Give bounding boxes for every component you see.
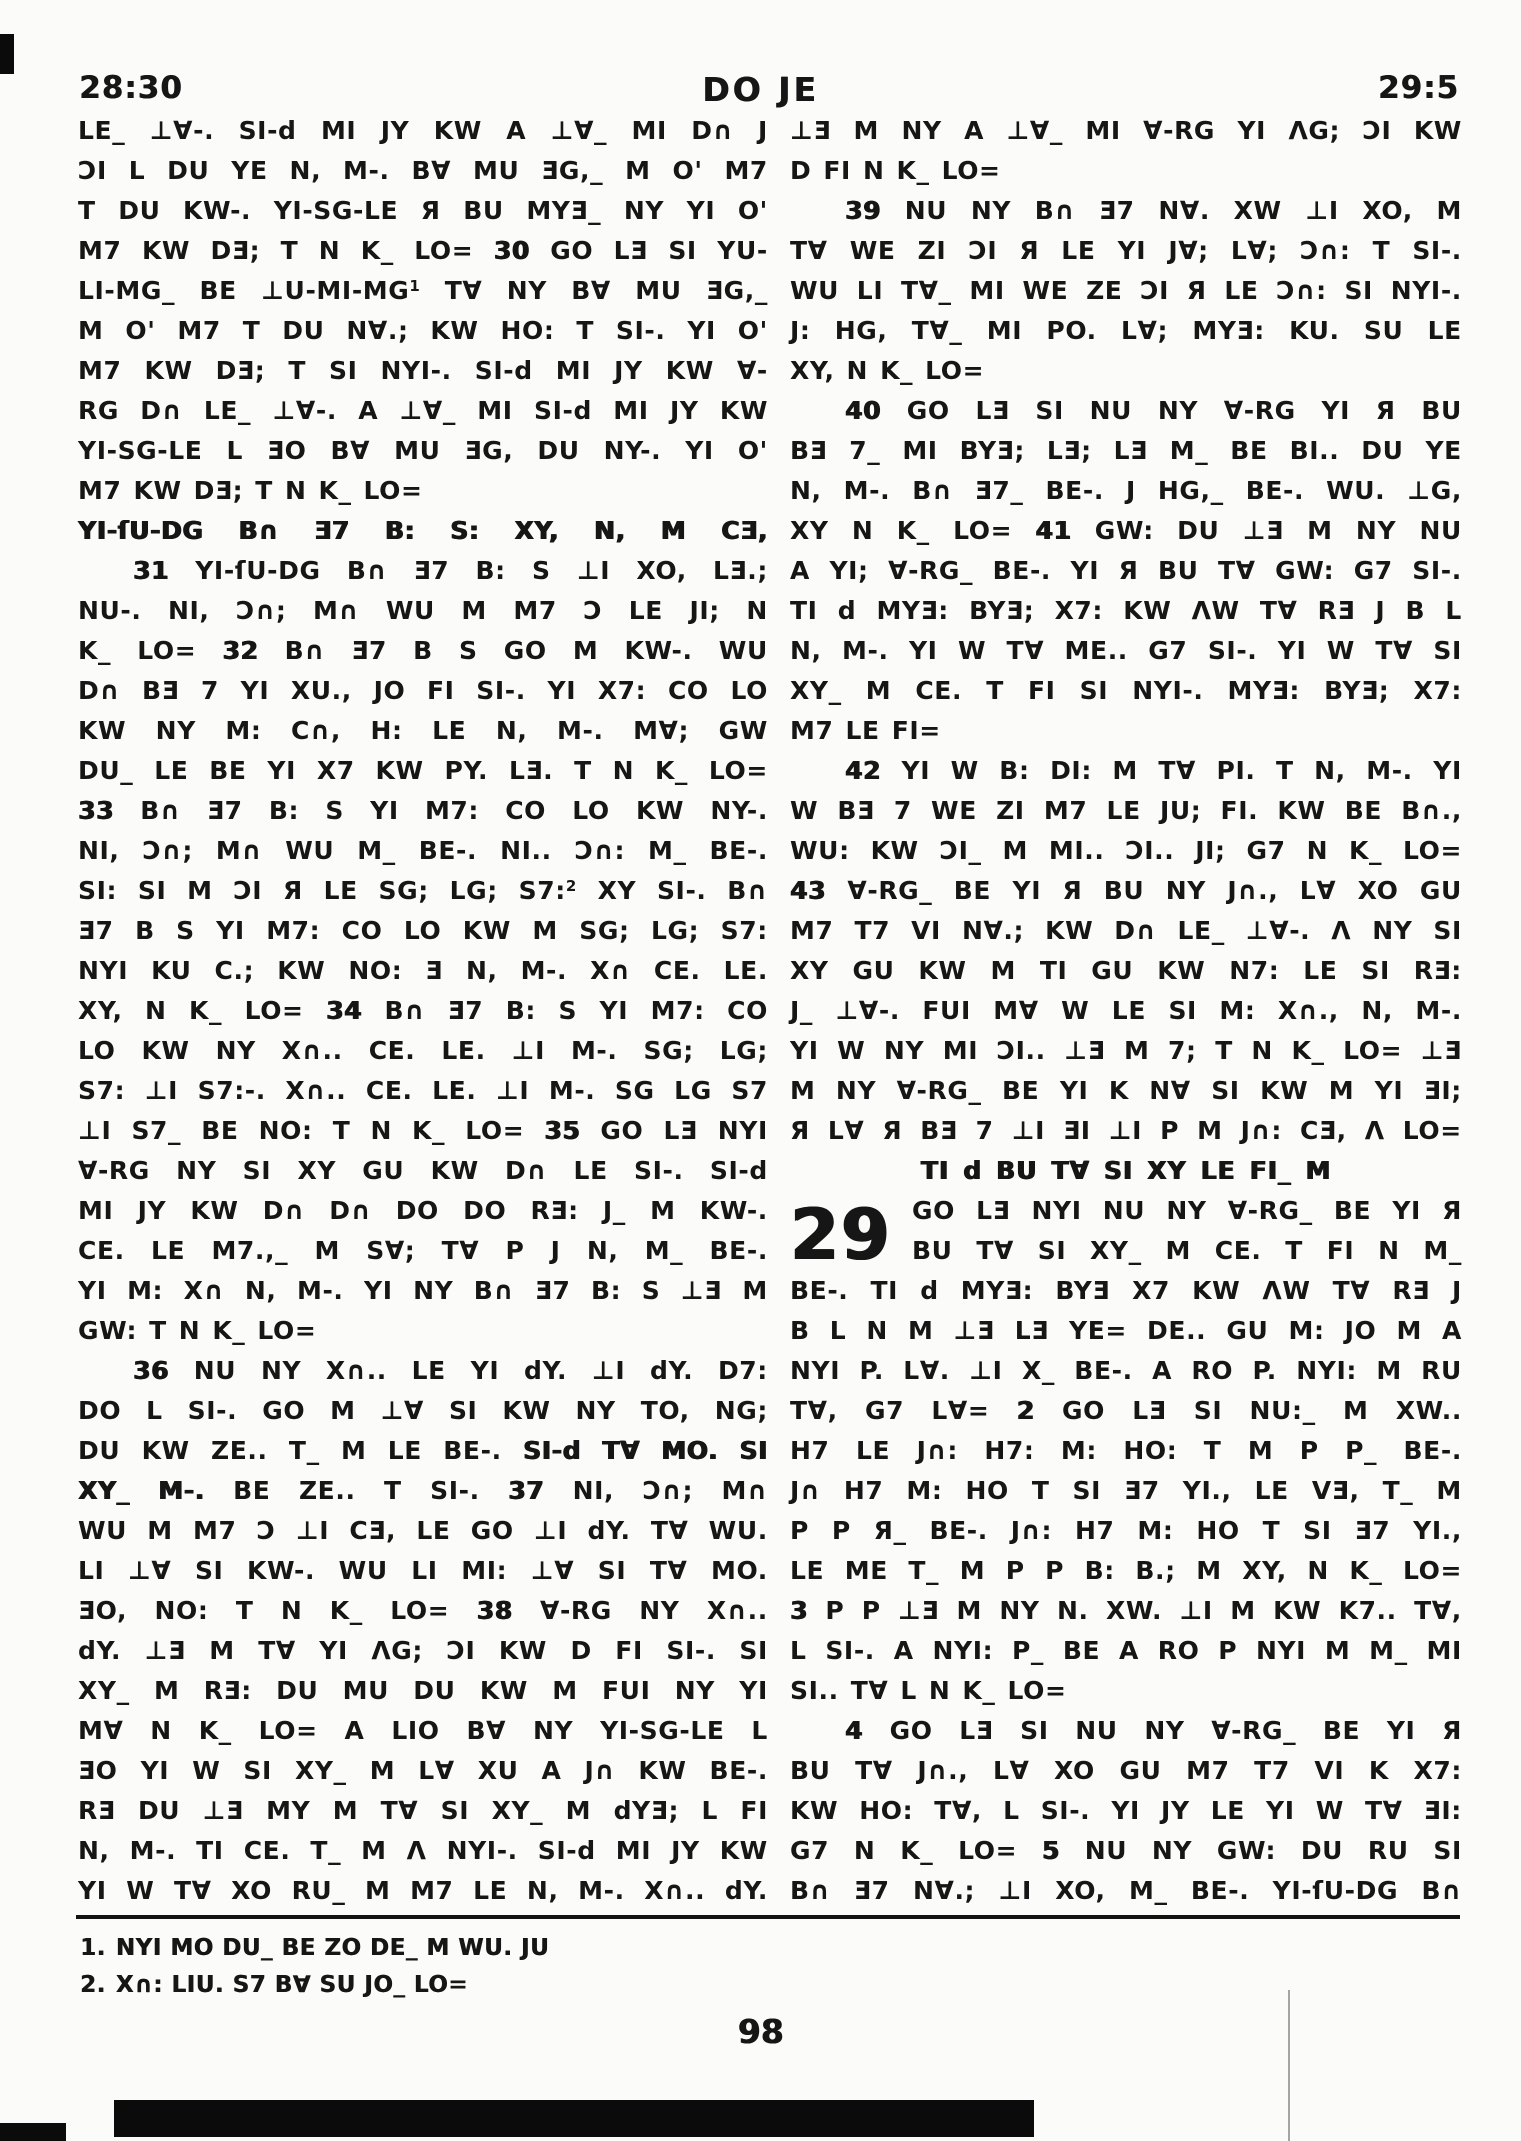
text-line: YI-SG-LE L ƎO B∀ MU ƎG, DU NY-. YI O': [78, 436, 768, 465]
text-line: DU KW ZE.. T_ M LE BE-. SI-d T∀ MO. SI: [78, 1436, 768, 1465]
text-line: J: HG, T∀_ MI PO. L∀; MYƎ: KU. SU LE: [790, 316, 1462, 345]
page-number: 98: [737, 2012, 784, 2051]
text-line: K_ LO= 32 B∩ Ǝ7 B S GO M KW-. WU: [78, 636, 768, 665]
text-line: YI-ſU-DG B∩ Ǝ7 B: S: XY, N, M CƎ,: [78, 516, 768, 545]
text-line: 42 YI W B: DI: M T∀ PI. T N, M-. YI: [845, 756, 1462, 785]
text-line: KW NY M: C∩, H: LE N, M-. M∀; GW: [78, 716, 768, 745]
text-line: N, M-. YI W T∀ ME.. G7 SI-. YI W T∀ SI: [790, 636, 1462, 665]
text-line: dY. ⊥Ǝ M T∀ YI ΛG; ƆI KW D FI SI-. SI: [78, 1636, 768, 1665]
text-line: 39 NU NY B∩ Ǝ7 N∀. XW ⊥I XO, M: [845, 196, 1462, 225]
footnote-divider: [76, 1915, 1460, 1919]
text-line: RG D∩ LE_ ⊥∀-. A ⊥∀_ MI SI-d MI JY KW: [78, 396, 768, 425]
text-line: XY_ M-. BE ZE.. T SI-. 37 NI, Ɔ∩; M∩: [78, 1476, 768, 1505]
text-line: XY_ M RƎ: DU MU DU KW M FUI NY YI: [78, 1676, 768, 1705]
text-line: TI d MYƎ: BYƎ; X7: KW ΛW T∀ RƎ J B L: [790, 596, 1462, 625]
text-line: M∀ N K_ LO= A LIO B∀ NY YI-SG-LE L: [78, 1716, 768, 1745]
text-line: M7 KW DƎ; T N K_ LO= 30 GO LƎ SI YU-: [78, 236, 768, 265]
text-line: ƆI L DU YE N, M-. B∀ MU ƎG,_ M O' M7: [78, 156, 768, 185]
text-line: T∀ WE ZI ƆI Я LE YI J∀; L∀; Ɔ∩: T SI-.: [790, 236, 1462, 265]
footnote-text: X∩: LIU. S7 B∀ SU JO_ LO=: [115, 1972, 468, 1998]
text-line: BE-. TI d MYƎ: BYƎ X7 KW ΛW T∀ RƎ J: [790, 1276, 1462, 1305]
text-line: SI.. T∀ L N K_ LO=: [790, 1676, 1067, 1705]
text-line: M NY ∀-RG_ BE YI K N∀ SI KW M YI ƎI;: [790, 1076, 1462, 1105]
header-verse-ref-right: 29:5: [1377, 70, 1459, 106]
text-line: BƎ 7_ MI BYƎ; LƎ; LƎ M_ BE BI.. DU YE: [790, 436, 1462, 465]
text-line: 33 B∩ Ǝ7 B: S YI M7: CO LO KW NY-.: [78, 796, 768, 825]
scan-scratch-line: [1288, 1990, 1290, 2141]
footnote-number: 2.: [80, 1972, 106, 1998]
text-line: T DU KW-. YI-SG-LE Я BU MYƎ_ NY YI O': [78, 196, 768, 225]
text-line: B L N M ⊥Ǝ LƎ YE= DE.. GU M: JO M A: [790, 1316, 1462, 1345]
text-line: BU T∀ J∩., L∀ XO GU M7 T7 VI K X7:: [790, 1756, 1462, 1785]
text-line: XY N K_ LO= 41 GW: DU ⊥Ǝ M NY NU: [790, 516, 1462, 545]
text-line: NI, Ɔ∩; M∩ WU M_ BE-. NI.. Ɔ∩: M_ BE-.: [78, 836, 768, 865]
text-line: MI JY KW D∩ D∩ DO DO RƎ: J_ M KW-.: [78, 1196, 768, 1225]
text-line: A YI; ∀-RG_ BE-. YI Я BU T∀ GW: G7 SI-.: [790, 556, 1462, 585]
text-line: DU_ LE BE YI X7 KW PY. LƎ. T N K_ LO=: [78, 756, 768, 785]
text-line: LE ME T_ M P P B: B.; M XY, N K_ LO=: [790, 1556, 1462, 1585]
text-line: P P Я_ BE-. J∩: H7 M: HO T SI Ǝ7 YI.,: [790, 1516, 1462, 1545]
text-line: Ǝ7 B S YI M7: CO LO KW M SG; LG; S7:: [78, 916, 768, 945]
text-line: 3 P P ⊥Ǝ M NY N. XW. ⊥I M KW K7.. T∀,: [790, 1596, 1462, 1625]
text-line: CE. LE M7.,_ M S∀; T∀ P J N, M_ BE-.: [78, 1236, 768, 1265]
text-line: YI W NY MI ƆI.. ⊥Ǝ M 7; T N K_ LO= ⊥Ǝ: [790, 1036, 1462, 1065]
text-line: NYI KU C.; KW NO: Ǝ N, M-. X∩ CE. LE.: [78, 956, 768, 985]
footnote-marker: 2: [565, 877, 577, 895]
text-line: GW: T N K_ LO=: [78, 1316, 317, 1345]
section-heading: TI d BU T∀ SI XY LE FI_ M: [920, 1156, 1332, 1185]
ink-artifact-bottom-bar: [114, 2100, 1034, 2137]
text-line: XY_ M CE. T FI SI NYI-. MYƎ: BYƎ; X7:: [790, 676, 1462, 705]
text-line: B∩ Ǝ7 N∀.; ⊥I XO, M_ BE-. YI-ſU-DG B∩: [790, 1876, 1462, 1905]
text-line: YI M: X∩ N, M-. YI NY B∩ Ǝ7 B: S ⊥Ǝ M: [78, 1276, 768, 1305]
text-line: J_ ⊥∀-. FUI M∀ W LE SI M: X∩., N, M-.: [790, 996, 1462, 1025]
text-line: 40 GO LƎ SI NU NY ∀-RG YI Я BU: [845, 396, 1462, 425]
text-line: 31 YI-ſU-DG B∩ Ǝ7 B: S ⊥I XO, LƎ.;: [133, 556, 768, 585]
text-line: ⊥Ǝ M NY A ⊥∀_ MI ∀-RG YI ΛG; ƆI KW: [790, 116, 1462, 145]
book-title: DO JE: [702, 70, 819, 109]
footnote-text: NYI MO DU_ BE ZO DE_ M WU. JU: [115, 1935, 550, 1961]
text-line: ⊥I S7_ BE NO: T N K_ LO= 35 GO LƎ NYI: [78, 1116, 768, 1145]
text-line: XY, N K_ LO=: [790, 356, 985, 385]
text-line: DO L SI-. GO M ⊥∀ SI KW NY TO, NG;: [78, 1396, 768, 1425]
text-line: M7 KW DƎ; T N K_ LO=: [78, 476, 423, 505]
text-line: NYI P. L∀. ⊥I X_ BE-. A RO P. NYI: M RU: [790, 1356, 1462, 1385]
text-line: ∀-RG NY SI XY GU KW D∩ LE SI-. SI-d: [78, 1156, 768, 1185]
text-line: N, M-. TI CE. T_ M Λ NYI-. SI-d MI JY KW: [78, 1836, 768, 1865]
footnote: [80, 1930, 549, 1967]
text-line: NU-. NI, Ɔ∩; M∩ WU M M7 Ɔ LE JI; N: [78, 596, 768, 625]
text-line: T∀, G7 L∀= 2 GO LƎ SI NU:_ M XW..: [790, 1396, 1462, 1425]
text-column-left: [78, 112, 768, 1912]
text-line: ƎO YI W SI XY_ M L∀ XU A J∩ KW BE-.: [78, 1756, 768, 1785]
text-line: KW HO: T∀, L SI-. YI JY LE YI W T∀ ƎI:: [790, 1796, 1462, 1825]
text-line: LI ⊥∀ SI KW-. WU LI MI: ⊥∀ SI T∀ MO.: [78, 1556, 768, 1585]
text-line: 36 NU NY X∩.. LE YI dY. ⊥I dY. D7:: [133, 1356, 768, 1385]
text-line: LI-MG_ BE $\perp U-MI-MG^1$ T∀ NY B∀ MU ƎG,_: [78, 276, 768, 305]
text-line: 4 GO LƎ SI NU NY ∀-RG_ BE YI Я: [845, 1716, 1462, 1745]
text-line: M7 T7 VI N∀.; KW D∩ LE_ ⊥∀-. Λ NY SI: [790, 916, 1462, 945]
text-line: M7 LE FI=: [790, 716, 941, 745]
text-column-right: [790, 112, 1462, 1912]
text-line: D FI N K_ LO=: [790, 156, 1001, 185]
text-line: RƎ DU ⊥Ǝ MY M T∀ SI XY_ M dYƎ; L FI: [78, 1796, 768, 1825]
text-line: Я L∀ Я BƎ 7 ⊥I ƎI ⊥I P M J∩: CƎ, Λ LO=: [790, 1116, 1462, 1145]
text-line: L SI-. A NYI: P_ BE A RO P NYI M M_ MI: [790, 1636, 1462, 1665]
text-line: G7 N K_ LO= 5 NU NY GW: DU RU SI: [790, 1836, 1462, 1865]
text-line: LO KW NY X∩.. CE. LE. ⊥I M-. SG; LG;: [78, 1036, 768, 1065]
text-line: YI W T∀ XO RU_ M M7 LE N, M-. X∩.. dY.: [78, 1876, 768, 1905]
text-line: XY, N K_ LO= 34 B∩ Ǝ7 B: S YI M7: CO: [78, 996, 768, 1025]
footnote: [80, 1967, 549, 2004]
text-line: H7 LE J∩: H7: M: HO: T M P P_ BE-.: [790, 1436, 1462, 1465]
text-line: XY GU KW M TI GU KW N7: LE SI RƎ:: [790, 956, 1462, 985]
text-line: S7: ⊥I S7:-. X∩.. CE. LE. ⊥I M-. SG LG S7: [78, 1076, 768, 1105]
text-line: WU M M7 Ɔ ⊥I CƎ, LE GO ⊥I dY. T∀ WU.: [78, 1516, 768, 1545]
text-line: M7 KW DƎ; T SI NYI-. SI-d MI JY KW ∀-: [78, 356, 768, 385]
text-line: W BƎ 7 WE ZI M7 LE JU; FI. KW BE B∩.,: [790, 796, 1462, 825]
text-line: SI: SI M ƆI Я LE SG; LG; S7:$^2$ XY SI-. B∩: [78, 876, 768, 905]
footnote-marker: 1: [409, 277, 421, 295]
header-verse-ref-left: 28:30: [79, 70, 183, 106]
text-line: WU LI T∀_ MI WE ZE ƆI Я LE Ɔ∩: SI NYI-.: [790, 276, 1462, 305]
text-line: 43 ∀-RG_ BE YI Я BU NY J∩., L∀ XO GU: [790, 876, 1462, 905]
text-line: N, M-. B∩ Ǝ7_ BE-. J HG,_ BE-. WU. ⊥G,: [790, 476, 1462, 505]
text-line: J∩ H7 M: HO T SI Ǝ7 YI., LE VƎ, T_ M: [790, 1476, 1462, 1505]
ink-artifact-bottom-corner: [0, 2123, 66, 2141]
chapter-number: 29: [790, 1194, 892, 1276]
text-line: LE_ ⊥∀-. SI-d MI JY KW A ⊥∀_ MI D∩ J: [78, 116, 768, 145]
footnotes: [80, 1930, 549, 2004]
text-line: M O' M7 T DU N∀.; KW HO: T SI-. YI O': [78, 316, 768, 345]
text-line: D∩ BƎ 7 YI XU., JO FI SI-. YI X7: CO LO: [78, 676, 768, 705]
text-line: BU T∀ SI XY_ M CE. T FI N M_: [912, 1236, 1462, 1265]
text-line: GO LƎ NYI NU NY ∀-RG_ BE YI Я: [912, 1196, 1462, 1225]
footnote-number: 1.: [80, 1935, 106, 1961]
text-line: WU: KW ƆI_ M MI.. ƆI.. JI; G7 N K_ LO=: [790, 836, 1462, 865]
ink-artifact-top-left: [0, 34, 14, 74]
text-line: ƎO, NO: T N K_ LO= 38 ∀-RG NY X∩..: [78, 1596, 768, 1625]
